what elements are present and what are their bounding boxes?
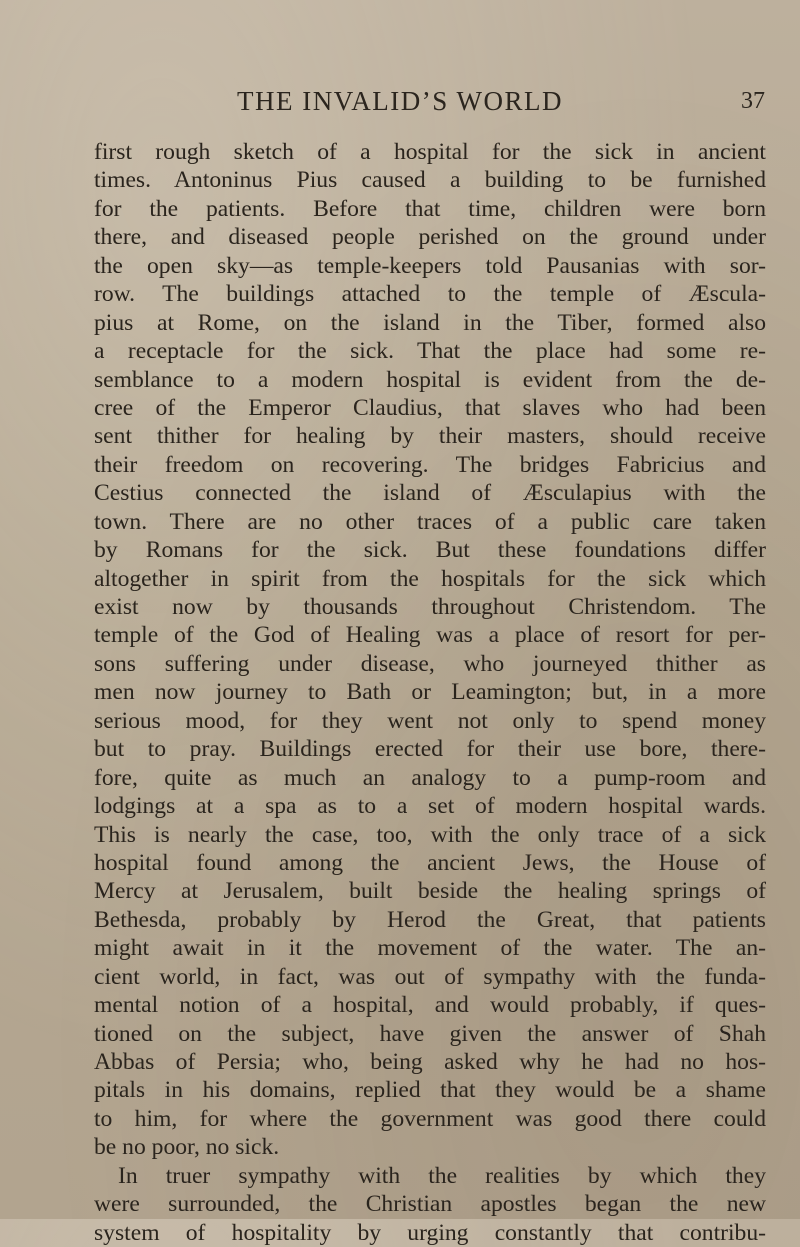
- paragraph-end-line: be no poor, no sick.: [94, 1134, 280, 1161]
- text-line: Mercy at Jerusalem, built beside the healing springs of: [94, 878, 766, 905]
- text-line: Bethesda, probably by Herod the Great, that patients: [94, 906, 766, 933]
- text-line: tioned on the subject, have given the answer of Shah: [94, 1020, 766, 1047]
- text-line: cree of the Emperor Claudius, that slaves who had been: [94, 394, 766, 421]
- paragraph-start-line: In truer sympathy with the realities by which they: [118, 1162, 766, 1189]
- text-line: a receptacle for the sick. That the place had some re-: [94, 338, 766, 365]
- text-line: pitals in his domains, replied that they would be a shame: [94, 1077, 766, 1104]
- text-line: might await in it the movement of the water. The an-: [94, 935, 766, 962]
- text-line: This is nearly the case, too, with the only trace of a sick: [94, 821, 766, 848]
- text-line: first rough sketch of a hospital for the sick in ancient: [94, 139, 766, 165]
- text-line: town. There are no other traces of a public care taken: [94, 508, 766, 535]
- text-line: to him, for where the government was good there could: [94, 1105, 766, 1132]
- text-line: exist now by thousands throughout Christendom. The: [94, 594, 766, 620]
- text-line: serious mood, for they went not only to spend money: [94, 707, 766, 734]
- text-line: semblance to a modern hospital is evident from the de-: [94, 366, 766, 393]
- text-line: men now journey to Bath or Leamington; but, in a more: [94, 679, 766, 706]
- text-line: there, and diseased people perished on the ground under: [94, 224, 766, 251]
- page-number: 37: [741, 88, 765, 114]
- text-line: sons suffering under disease, who journeyed thither as: [94, 650, 766, 677]
- text-line: row. The buildings attached to the temple of Æscula-: [94, 281, 766, 308]
- text-line: lodgings at a spa as to a set of modern hospital wards.: [94, 793, 766, 820]
- text-line: Abbas of Persia; who, being asked why he had no hos-: [94, 1049, 766, 1075]
- text-line: fore, quite as much an analogy to a pump-room and: [94, 764, 766, 791]
- text-line: cient world, in fact, was out of sympathy with the funda-: [94, 963, 766, 990]
- text-line: hospital found among the ancient Jews, the House of: [94, 849, 766, 876]
- text-line: altogether in spirit from the hospitals for the sick which: [94, 565, 766, 592]
- text-line: their freedom on recovering. The bridges Fabricius and: [94, 451, 766, 478]
- text-line: times. Antoninus Pius caused a building to be furnished: [94, 167, 766, 194]
- text-line: mental notion of a hospital, and would probably, if ques-: [94, 992, 766, 1019]
- text-line: Cestius connected the island of Æsculapius with the: [94, 480, 766, 507]
- text-line: pius at Rome, on the island in the Tiber, formed also: [94, 309, 766, 336]
- text-line: temple of the God of Healing was a place of resort for per-: [94, 622, 766, 649]
- text-line: were surrounded, the Christian apostles began the new: [94, 1191, 766, 1218]
- text-line: system of hospitality by urging constantly that contribu-: [94, 1219, 766, 1246]
- running-head: [0, 84, 800, 124]
- text-line: for the patients. Before that time, children were born: [94, 195, 766, 222]
- running-title: THE INVALID’S WORLD: [237, 86, 563, 116]
- text-line: by Romans for the sick. But these foundations differ: [94, 537, 766, 564]
- text-line: but to pray. Buildings erected for their use bore, there-: [94, 736, 766, 763]
- text-line: sent thither for healing by their masters, should receive: [94, 423, 766, 450]
- body-text: [94, 138, 766, 1247]
- text-line: the open sky—as temple-keepers told Pausanias with sor-: [94, 252, 766, 279]
